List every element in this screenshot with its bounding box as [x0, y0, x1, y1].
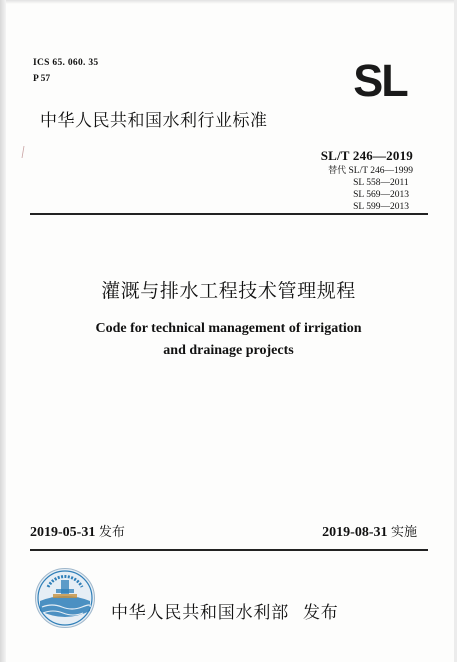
replaces-prefix: 替代: [328, 166, 347, 176]
publisher-line: [111, 598, 339, 623]
release-date-block: [30, 521, 125, 541]
title-english-line: Code for technical management of irrigation: [95, 321, 362, 336]
top-divider: [30, 213, 428, 215]
title-chinese: 灌溉与排水工程技术管理规程: [101, 280, 356, 302]
replaced-standard: SL/T 246—1999: [348, 166, 413, 176]
publisher-name: 中华人民共和国水利部: [111, 603, 289, 623]
release-label: 发布: [98, 525, 125, 540]
pen-mark: [21, 146, 25, 158]
sl-logo: [341, 60, 419, 100]
publisher-verb: 发布: [303, 603, 339, 623]
replaces-line-first: [328, 165, 413, 177]
replaces-list: [328, 165, 413, 213]
standard-category: 中华人民共和国水利行业标准: [40, 111, 268, 131]
release-date: 2019-05-31: [30, 525, 96, 540]
replaced-standard: SL 599—2013: [353, 202, 409, 212]
scan-edge-top: [0, 0, 457, 4]
ministry-seal: [34, 567, 96, 629]
implement-date-block: [322, 521, 417, 541]
svg-text:SL: SL: [353, 60, 407, 100]
implement-date: 2019-08-31: [322, 525, 388, 540]
replaced-standard: SL 569—2013: [353, 190, 409, 200]
replaced-standard: SL 558—2011: [353, 178, 409, 188]
p-code: P 57: [33, 74, 51, 84]
title-english-line: and drainage projects: [163, 343, 294, 358]
bottom-divider: [30, 549, 428, 551]
ics-code: ICS 65. 060. 35: [33, 58, 99, 68]
standard-number-block: [321, 148, 413, 214]
implement-label: 实施: [390, 525, 417, 540]
standard-number: SL/T 246—2019: [320, 148, 413, 163]
title-english: [0, 318, 457, 362]
